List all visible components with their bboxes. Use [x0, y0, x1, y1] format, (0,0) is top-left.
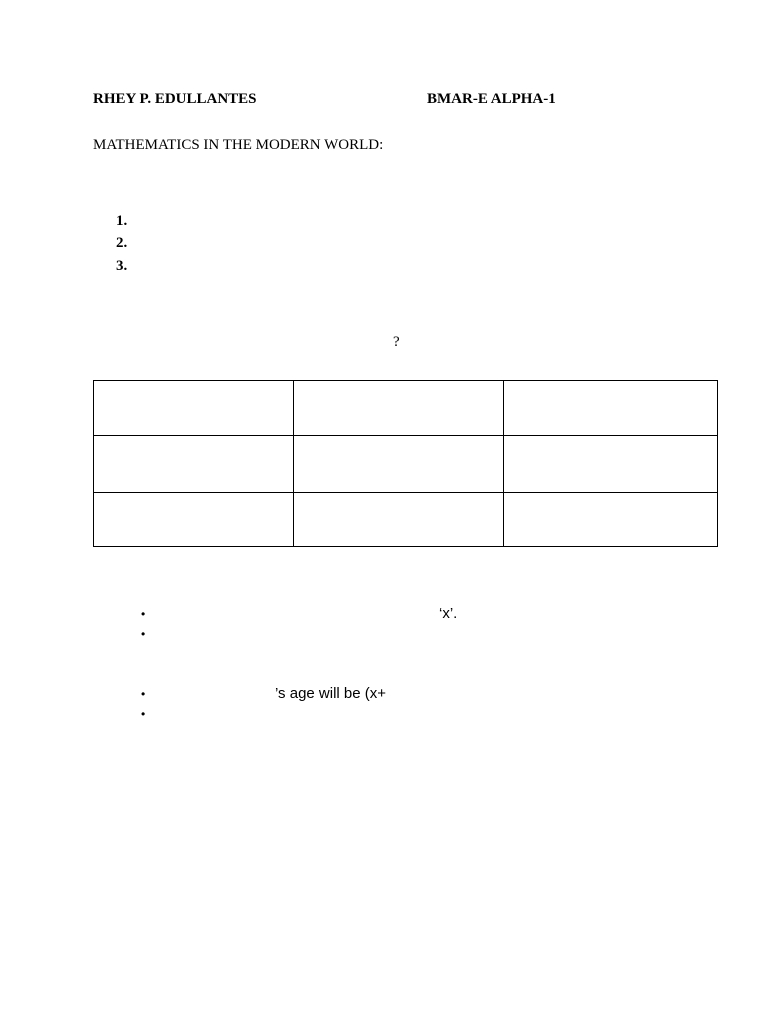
bullet-icon: • — [141, 707, 146, 721]
table-cell — [294, 493, 504, 547]
table-cell — [504, 381, 718, 436]
bullet-icon: • — [141, 607, 146, 621]
student-name: RHEY P. EDULLANTES — [93, 91, 257, 107]
list-number-3: 3. — [116, 258, 128, 274]
answer-table — [93, 380, 718, 547]
bullet-text-age: ’s age will be (x+ — [275, 685, 387, 702]
class-section: BMAR-E ALPHA-1 — [427, 91, 556, 107]
bullet-text-x: ‘x’. — [439, 605, 458, 622]
table-row — [94, 381, 718, 436]
subject-title: MATHEMATICS IN THE MODERN WORLD: — [93, 137, 384, 153]
list-number-2: 2. — [116, 235, 128, 251]
table-cell — [504, 493, 718, 547]
table-row — [94, 436, 718, 493]
list-number-1: 1. — [116, 213, 128, 229]
bullet-icon: • — [141, 687, 146, 701]
table-cell — [94, 436, 294, 493]
table-cell — [294, 436, 504, 493]
question-mark: ? — [393, 334, 400, 350]
table-cell — [504, 436, 718, 493]
table-cell — [94, 493, 294, 547]
table-cell — [294, 381, 504, 436]
bullet-icon: • — [141, 627, 146, 641]
table-row — [94, 493, 718, 547]
table-cell — [94, 381, 294, 436]
